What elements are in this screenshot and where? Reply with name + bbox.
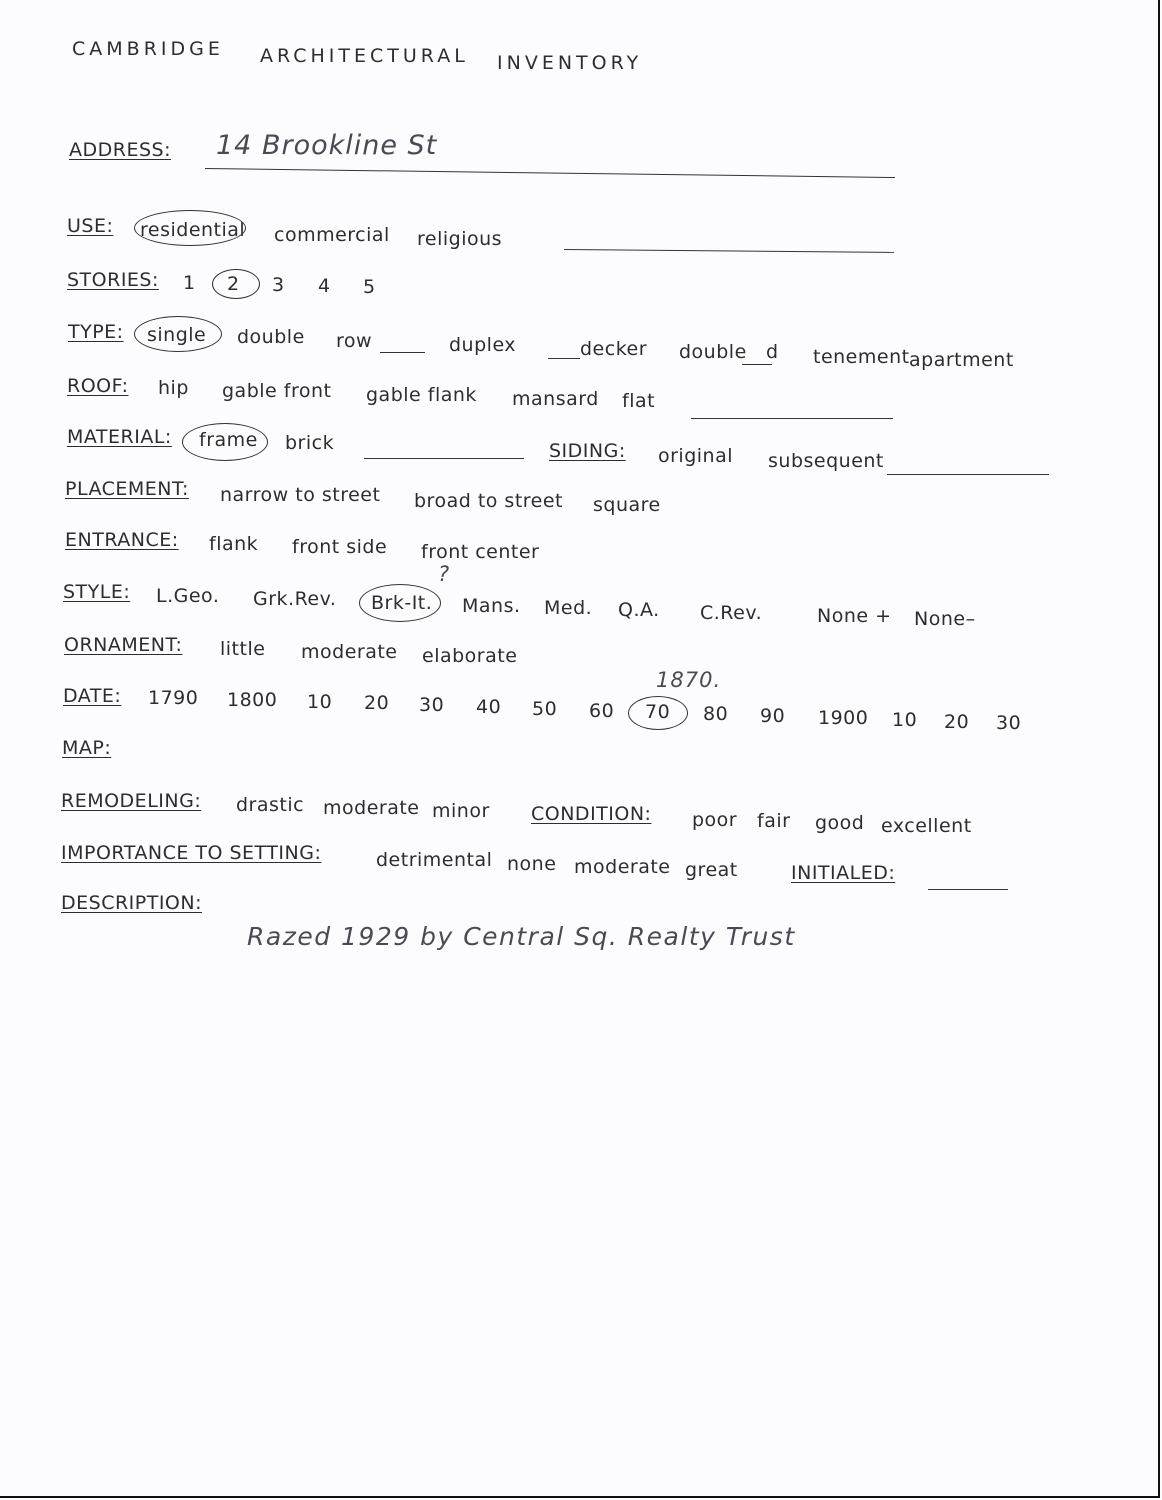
siding-label: SIDING: <box>549 440 626 462</box>
type-decker-line <box>548 358 580 359</box>
style-grkrev: Grk.Rev. <box>253 588 337 610</box>
style-circle <box>359 584 441 622</box>
entrance-front-side: front side <box>292 536 388 558</box>
date-label: DATE: <box>63 685 122 707</box>
entrance-front-center: front center <box>421 541 540 563</box>
address-line <box>205 168 895 178</box>
stories-1: 1 <box>183 272 196 294</box>
type-apartment: apartment <box>909 349 1014 371</box>
type-row: row <box>336 330 373 352</box>
use-label: USE: <box>67 215 114 237</box>
stories-label: STORIES: <box>67 269 159 291</box>
use-commercial: commercial <box>274 224 390 246</box>
date-10: 10 <box>307 691 333 713</box>
condition-label: CONDITION: <box>531 803 652 825</box>
header-word-cambridge: CAMBRIDGE <box>72 38 224 60</box>
use-other-line <box>564 249 894 253</box>
date-10b: 10 <box>892 709 918 731</box>
style-none-minus: None– <box>914 608 976 630</box>
importance-none: none <box>507 853 557 875</box>
siding-other-line <box>887 474 1049 475</box>
date-20: 20 <box>364 692 390 714</box>
header-word-inventory: INVENTORY <box>497 52 643 74</box>
date-80: 80 <box>703 703 729 725</box>
importance-detrimental: detrimental <box>376 849 493 871</box>
date-60: 60 <box>589 700 615 722</box>
date-1900: 1900 <box>818 707 869 729</box>
address-label: ADDRESS: <box>69 139 171 161</box>
material-frame: frame <box>199 429 258 451</box>
remodeling-label: REMODELING: <box>61 790 202 812</box>
roof-flat: flat <box>622 390 656 412</box>
importance-moderate: moderate <box>574 856 671 878</box>
condition-poor: poor <box>692 809 738 831</box>
material-brick: brick <box>285 432 335 454</box>
roof-mansard: mansard <box>512 388 599 410</box>
roof-label: ROOF: <box>67 375 129 397</box>
siding-subsequent: subsequent <box>768 450 884 472</box>
ornament-label: ORNAMENT: <box>64 634 183 656</box>
remodeling-drastic: drastic <box>236 794 305 816</box>
importance-great: great <box>685 859 738 881</box>
initialed-line <box>928 889 1008 890</box>
date-70: 70 <box>645 701 671 723</box>
roof-gable-flank: gable flank <box>366 384 477 406</box>
type-double-d: double <box>679 341 747 363</box>
remodeling-moderate: moderate <box>323 797 420 819</box>
type-decker: decker <box>580 338 648 360</box>
siding-original: original <box>658 445 734 467</box>
material-other-line <box>364 458 524 459</box>
placement-square: square <box>593 494 661 516</box>
placement-narrow: narrow to street <box>220 484 381 506</box>
roof-hip: hip <box>158 377 189 399</box>
date-1790: 1790 <box>148 687 199 709</box>
use-residential: residential <box>140 219 246 241</box>
ornament-elaborate: elaborate <box>422 645 518 667</box>
style-question-mark: ? <box>438 562 451 586</box>
style-brkit: Brk-It. <box>371 592 433 614</box>
use-religious: religious <box>417 228 503 250</box>
description-text: Razed 1929 by Central Sq. Realty Trust <box>247 922 796 951</box>
date-circle <box>628 696 688 730</box>
stories-2: 2 <box>227 273 240 295</box>
roof-gable-front: gable front <box>222 380 332 402</box>
type-duplex: duplex <box>449 334 517 356</box>
stories-circle <box>212 269 260 299</box>
type-double: double <box>237 326 305 348</box>
style-none-plus: None + <box>817 605 892 627</box>
address-value: 14 Brookline St <box>216 130 438 161</box>
initialed-label: INITIALED: <box>791 862 896 884</box>
ornament-little: little <box>220 638 266 660</box>
date-note: 1870. <box>656 668 722 692</box>
type-label: TYPE: <box>68 321 124 343</box>
style-crev: C.Rev. <box>700 602 763 624</box>
stories-3: 3 <box>272 274 285 296</box>
entrance-label: ENTRANCE: <box>65 529 179 551</box>
placement-label: PLACEMENT: <box>65 478 189 500</box>
type-row-line <box>380 352 425 353</box>
date-90: 90 <box>760 705 786 727</box>
stories-4: 4 <box>318 275 331 297</box>
date-50: 50 <box>532 698 558 720</box>
description-label: DESCRIPTION: <box>61 892 203 914</box>
type-tenement: tenement <box>813 346 910 368</box>
type-single: single <box>147 324 207 346</box>
condition-fair: fair <box>757 810 791 832</box>
use-circle <box>134 210 246 246</box>
condition-good: good <box>815 812 865 834</box>
roof-other-line <box>691 418 893 419</box>
style-label: STYLE: <box>63 581 131 603</box>
map-label: MAP: <box>62 737 112 759</box>
condition-excellent: excellent <box>881 815 972 837</box>
type-d: d <box>766 341 779 363</box>
material-circle <box>182 423 268 461</box>
ornament-moderate: moderate <box>301 641 398 663</box>
remodeling-minor: minor <box>432 800 490 822</box>
style-qa: Q.A. <box>618 599 660 621</box>
date-30b: 30 <box>996 712 1022 734</box>
style-med: Med. <box>544 597 593 619</box>
date-1800: 1800 <box>227 689 278 711</box>
type-circle <box>134 316 222 352</box>
style-lgeo: L.Geo. <box>156 585 220 607</box>
importance-label: IMPORTANCE TO SETTING: <box>61 842 322 864</box>
stories-5: 5 <box>363 276 376 298</box>
date-40: 40 <box>476 696 502 718</box>
type-double-d-line <box>742 364 772 365</box>
placement-broad: broad to street <box>414 490 564 512</box>
header-word-architectural: ARCHITECTURAL <box>260 45 469 67</box>
date-30: 30 <box>419 694 445 716</box>
entrance-flank: flank <box>209 533 259 555</box>
material-label: MATERIAL: <box>67 426 172 448</box>
date-20b: 20 <box>944 711 970 733</box>
style-mans: Mans. <box>462 595 521 617</box>
